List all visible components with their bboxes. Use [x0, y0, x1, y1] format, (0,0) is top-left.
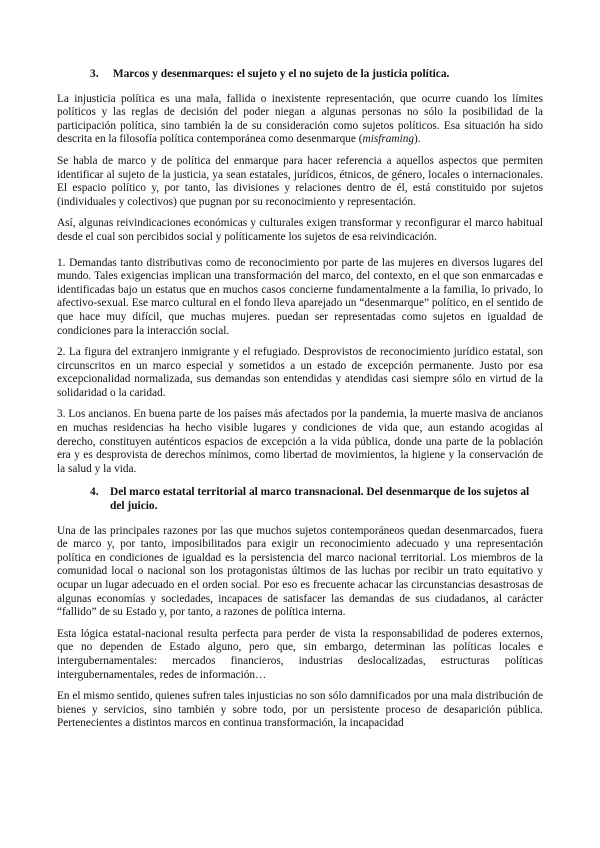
- paragraph: Así, algunas reivindicaciones económicas y culturales exigen transformar y reconfigurar el marco habitual desde el cual son percibidos social y políticamente los sujetos de esa reivindicación.: [57, 217, 543, 243]
- section-4-heading: [57, 486, 543, 513]
- section-3-heading: [57, 68, 543, 82]
- section-3-title: Marcos y desenmarques: el sujeto y el no sujeto de la justicia política.: [112, 68, 450, 80]
- section-4-number: 4.: [90, 486, 99, 499]
- list-item-paragraph: 1. Demandas tanto distributivas como de reconocimiento por parte de las mujeres en diversos lugares del mundo. Tales exigencias implican una transformación del marco, del contexto, en el que son enmarcadas e identificadas bajo un estatus que en muchos casos concierne fundamentalmente a la familia, lo privado, lo afectivo-sexual. Ese marco cultural en el fondo lleva aparejado un “desenmarque” político, en el sentido de que hace muy difícil, que muchas mujeres. puedan ser representadas como sujetos en igualdad de condiciones para la interacción social.: [57, 256, 543, 337]
- paragraph: Una de las principales razones por las que muchos sujetos contemporáneos quedan desenmarcados, fuera de marco y, por tanto, imposibilitados para exigir un reconocimiento adecuado y una representación política en condiciones de igualdad es la persistencia del marco nacional territorial. Los miembros de la comunidad local o nacional son los protagonistas últimos de las luchas por recibir un trato equitativo y ocupar un lugar adecuado en el orden social. Por eso es frecuente achacar las circunstancias desastrosas de algunas economías y sociedades, incapaces de satisfacer las demandas de sus ciudadanos, al carácter “fallido” de su Estado y, por tanto, a razones de política interna.: [57, 524, 543, 619]
- paragraph-text: La injusticia política es una mala, fallida o inexistente representación, que ocurre cuando los límites políticos y las reglas de decisión del poder niegan a algunas personas no sólo la posibilidad de la participación política, sino también la de su consideración como sujetos políticos. Esa situación ha sido descrita en la filosofía política contemporánea como desenmarque (: [57, 92, 543, 146]
- document-body: [57, 68, 543, 739]
- list-item-paragraph: 2. La figura del extranjero inmigrante y el refugiado. Desprovistos de reconocimiento jurídico estatal, son circunscritos en un marco especial y sometidos a un estado de excepción permanente. Justo por esa excepcionalidad normalizada, sus demandas son entendidas y atendidas casi siempre sólo en virtud de la solidaridad o la caridad.: [57, 346, 543, 399]
- paragraph: Esta lógica estatal-nacional resulta perfecta para perder de vista la responsabilidad de poderes externos, que no dependen de Estado alguno, pero que, sin embargo, determinan las políticas locales e intergubernamentales: mercados financieros, industrias deslocalizadas, estructuras políticas intergubernamentales, redes de información…: [57, 627, 543, 681]
- section-4-title: Del marco estatal territorial al marco transnacional. Del desenmarque de los sujetos al del juicio.: [110, 486, 530, 513]
- paragraph-text-end: ).: [414, 133, 421, 146]
- section-3-number: 3.: [90, 68, 99, 80]
- list-item-paragraph: 3. Los ancianos. En buena parte de los países más afectados por la pandemia, la muerte masiva de ancianos en muchas residencias ha hecho visible lugares y condiciones de vida que, aun estando acogidas al derecho, constituyen auténticos espacios de excepción a la vida pública, donde una parte de la población era y es desprovista de derechos mínimos, como libertad de movimientos, la higiene y la conservación de la salud y la vida.: [57, 408, 543, 475]
- paragraph: [57, 93, 543, 147]
- paragraph: En el mismo sentido, quienes sufren tales injusticias no son sólo damnificados por una mala distribución de bienes y servicios, sino también y sobre todo, por un persistente proceso de desaparición pública. Pertenecientes a distintos marcos en continua transformación, la incapacidad: [57, 690, 543, 730]
- paragraph: Se habla de marco y de política del enmarque para hacer referencia a aquellos aspectos que permiten identificar al sujeto de la justicia, ya sean estatales, jurídicos, étnicos, de género, locales o internacionales. El espacio político y, por tanto, las divisiones y relaciones dentro de él, está constituido por sujetos (individuales y colectivos) que pugnan por su reconocimiento y representación.: [57, 154, 543, 208]
- italic-term: misframing: [362, 133, 415, 146]
